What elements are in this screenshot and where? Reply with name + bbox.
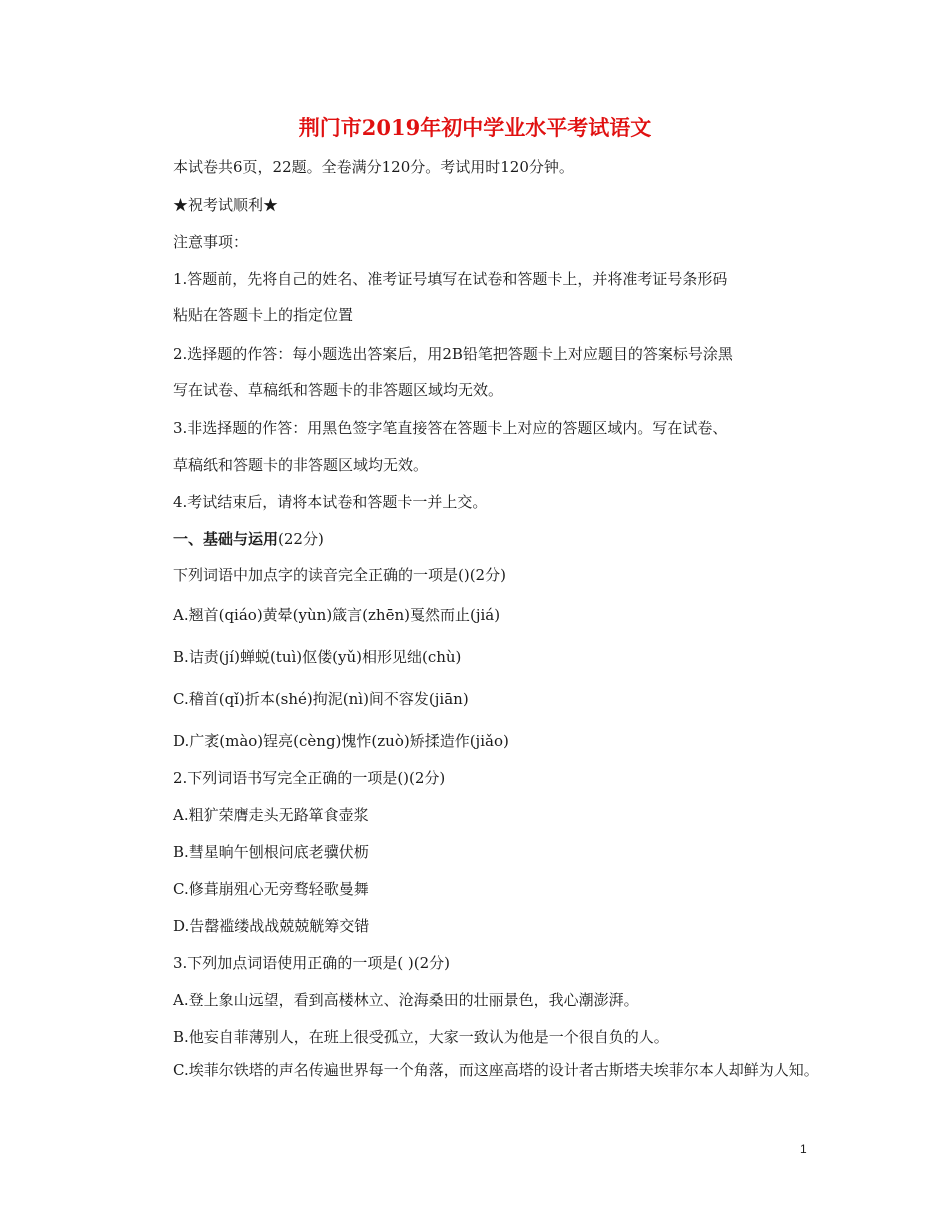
q2-option: D.告罄褴缕战战兢兢觥筹交错 <box>173 917 370 935</box>
q1-option: B.诘责(jí)蝉蜕(tuì)伛偻(yǔ)相形见绌(chù) <box>173 648 462 666</box>
notice-line: 草稿纸和答题卡的非答题区域均无效。 <box>173 456 429 474</box>
q1-stem: 下列词语中加点字的读音完全正确的一项是()(2分) <box>173 566 506 584</box>
notice-heading: 注意事项： <box>173 233 249 251</box>
q2-option: B.彗星晌午刨根问底老骥伏枥 <box>173 843 369 861</box>
page-title: 荆门市2019年初中学业水平考试语文 <box>298 115 652 140</box>
q2-option: A.粗犷荣膺走头无路箪食壶浆 <box>173 806 369 824</box>
notice-line: 3.非选择题的作答：用黑色签字笔直接答在答题卡上对应的答题区域内。写在试卷、 <box>173 419 728 437</box>
q3-option: B.他妄自菲薄别人，在班上很受孤立，大家一致认为他是一个很自负的人。 <box>173 1028 669 1046</box>
q1-option: A.翘首(qiáo)黄晕(yùn)箴言(zhēn)戛然而止(jiá) <box>173 606 501 624</box>
q2-option: C.修葺崩殂心无旁骛轻歌曼舞 <box>173 880 369 898</box>
q2-stem: 2.下列词语书写完全正确的一项是()(2分) <box>173 769 446 787</box>
section-heading <box>173 529 324 549</box>
notice-line: 粘贴在答题卡上的指定位置 <box>173 306 354 324</box>
q3-option: C.埃菲尔铁塔的声名传遍世界每一个角落，而这座高塔的设计者古斯塔夫埃菲尔本人却鲜为人知。 <box>173 1061 819 1079</box>
page-number: 1 <box>800 1142 807 1156</box>
notice-line: 4.考试结束后，请将本试卷和答题卡一并上交。 <box>173 493 488 511</box>
section-heading-label: 一、基础与运用 <box>173 530 279 548</box>
notice-line: 1.答题前，先将自己的姓名、准考证号填写在试卷和答题卡上，并将准考证号条形码 <box>173 270 728 288</box>
notice-line: 2.选择题的作答：每小题选出答案后，用2B铅笔把答题卡上对应题目的答案标号涂黑 <box>173 345 733 363</box>
q3-option: A.登上象山远望，看到高楼林立、沧海桑田的壮丽景色，我心潮澎湃。 <box>173 991 639 1009</box>
wish-text: ★祝考试顺利★ <box>173 196 279 214</box>
intro-text: 本试卷共6页，22题。全卷满分120分。考试用时120分钟。 <box>173 158 574 176</box>
q1-option: D.广袤(mào)锃亮(cèng)愧怍(zuò)矫揉造作(jiǎo) <box>173 732 509 750</box>
q1-option: C.稽首(qǐ)折本(shé)拘泥(nì)间不容发(jiān) <box>173 690 469 708</box>
notice-line: 写在试卷、草稿纸和答题卡的非答题区域均无效。 <box>173 381 504 399</box>
section-score: (22分) <box>278 530 324 548</box>
q3-stem: 3.下列加点词语使用正确的一项是( )(2分) <box>173 954 451 972</box>
